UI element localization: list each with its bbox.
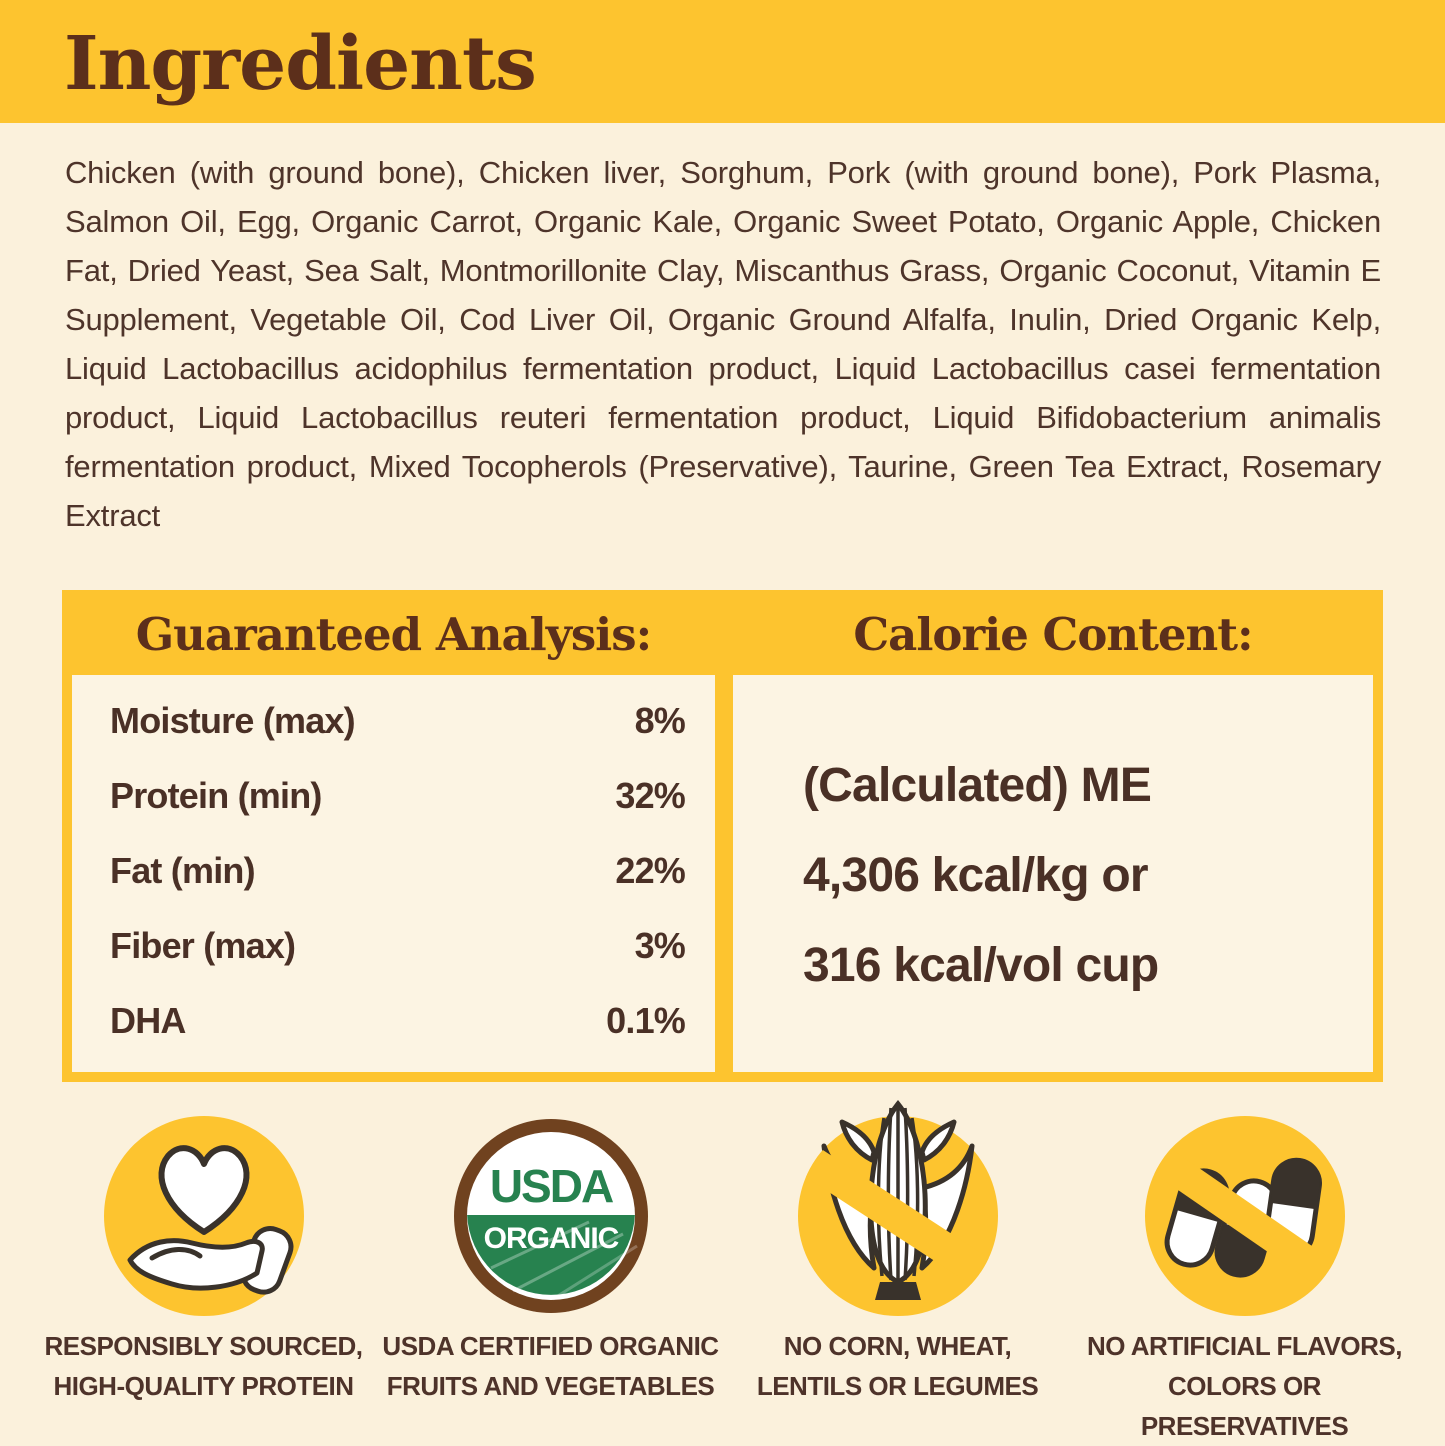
table-row <box>110 683 685 758</box>
seal-organic-text: ORGANIC <box>483 1222 618 1255</box>
nutrient-value: 22% <box>615 849 685 891</box>
guaranteed-analysis-panel <box>72 675 715 1072</box>
table-row <box>110 983 685 1058</box>
seal-usda-text: USDA <box>489 1160 612 1212</box>
nutrient-label: Moisture (max) <box>110 699 355 741</box>
badge-responsibly-sourced <box>30 1088 377 1406</box>
badge-usda-organic <box>377 1088 724 1406</box>
nutrient-label: DHA <box>110 999 186 1041</box>
guaranteed-analysis-title: Guaranteed Analysis: <box>135 608 652 661</box>
badge-caption: NO CORN, WHEAT, LENTILS OR LEGUMES <box>756 1331 1039 1401</box>
calorie-line: 316 kcal/vol cup <box>803 939 1159 992</box>
calorie-line: 4,306 kcal/kg or <box>803 849 1148 902</box>
guaranteed-analysis-table <box>72 675 715 1058</box>
nutrient-label: Fat (min) <box>110 849 255 891</box>
badge-caption: USDA CERTIFIED ORGANIC FRUITS AND VEGETABLES <box>382 1331 719 1401</box>
nutrient-value: 8% <box>634 699 685 741</box>
table-row <box>110 833 685 908</box>
no-corn-icon <box>788 1088 1008 1318</box>
no-pills-icon <box>1135 1088 1355 1318</box>
page-title: Ingredients <box>64 21 536 107</box>
nutrient-label: Protein (min) <box>110 774 322 816</box>
nutrient-value: 0.1% <box>606 999 685 1041</box>
calorie-content-panel <box>733 675 1373 1072</box>
badge-no-corn <box>724 1088 1071 1406</box>
calorie-line: (Calculated) ME <box>803 759 1152 812</box>
table-row <box>110 908 685 983</box>
usda-organic-seal-icon <box>441 1088 661 1318</box>
calorie-content-text <box>733 675 1373 1011</box>
analysis-calorie-box <box>62 590 1383 1082</box>
badge-caption: RESPONSIBLY SOURCED, HIGH-QUALITY PROTEIN <box>44 1331 363 1401</box>
table-row <box>110 758 685 833</box>
heart-in-hand-icon <box>94 1088 314 1318</box>
badge-caption: NO ARTIFICIAL FLAVORS, COLORS OR PRESERVATIVES <box>1087 1331 1402 1441</box>
nutrient-value: 32% <box>615 774 685 816</box>
ingredients-list-text: Chicken (with ground bone), Chicken liver, Sorghum, Pork (with ground bone), Pork Plasma, Salmon Oil, Egg, Organic Carrot, Organic Kale, Organic Sweet Potato, Organic Apple, Chicken Fat, Dried Yeast, Sea Salt, Montmorillonite Clay, Miscanthus Grass, Organic Coconut, Vitamin E Supplement, Vegetable Oil, Cod Liver Oil, Organic Ground Alfalfa, Inulin, Dried Organic Kelp, Liquid Lactobacillus acidophilus fermentation product, Liquid Lactobacillus casei fermentation product, Liquid Lactobacillus reuteri fermentation product, Liquid Bifidobacterium animalis fermentation product, Mixed Tocopherols (Preservative), Taurine, Green Tea Extract, Rosemary Extract <box>65 155 1381 533</box>
calorie-content-title: Calorie Content: <box>853 608 1253 661</box>
header-banner <box>0 0 1445 123</box>
nutrient-value: 3% <box>634 924 685 966</box>
nutrient-label: Fiber (max) <box>110 924 296 966</box>
badge-no-artificial <box>1071 1088 1418 1446</box>
